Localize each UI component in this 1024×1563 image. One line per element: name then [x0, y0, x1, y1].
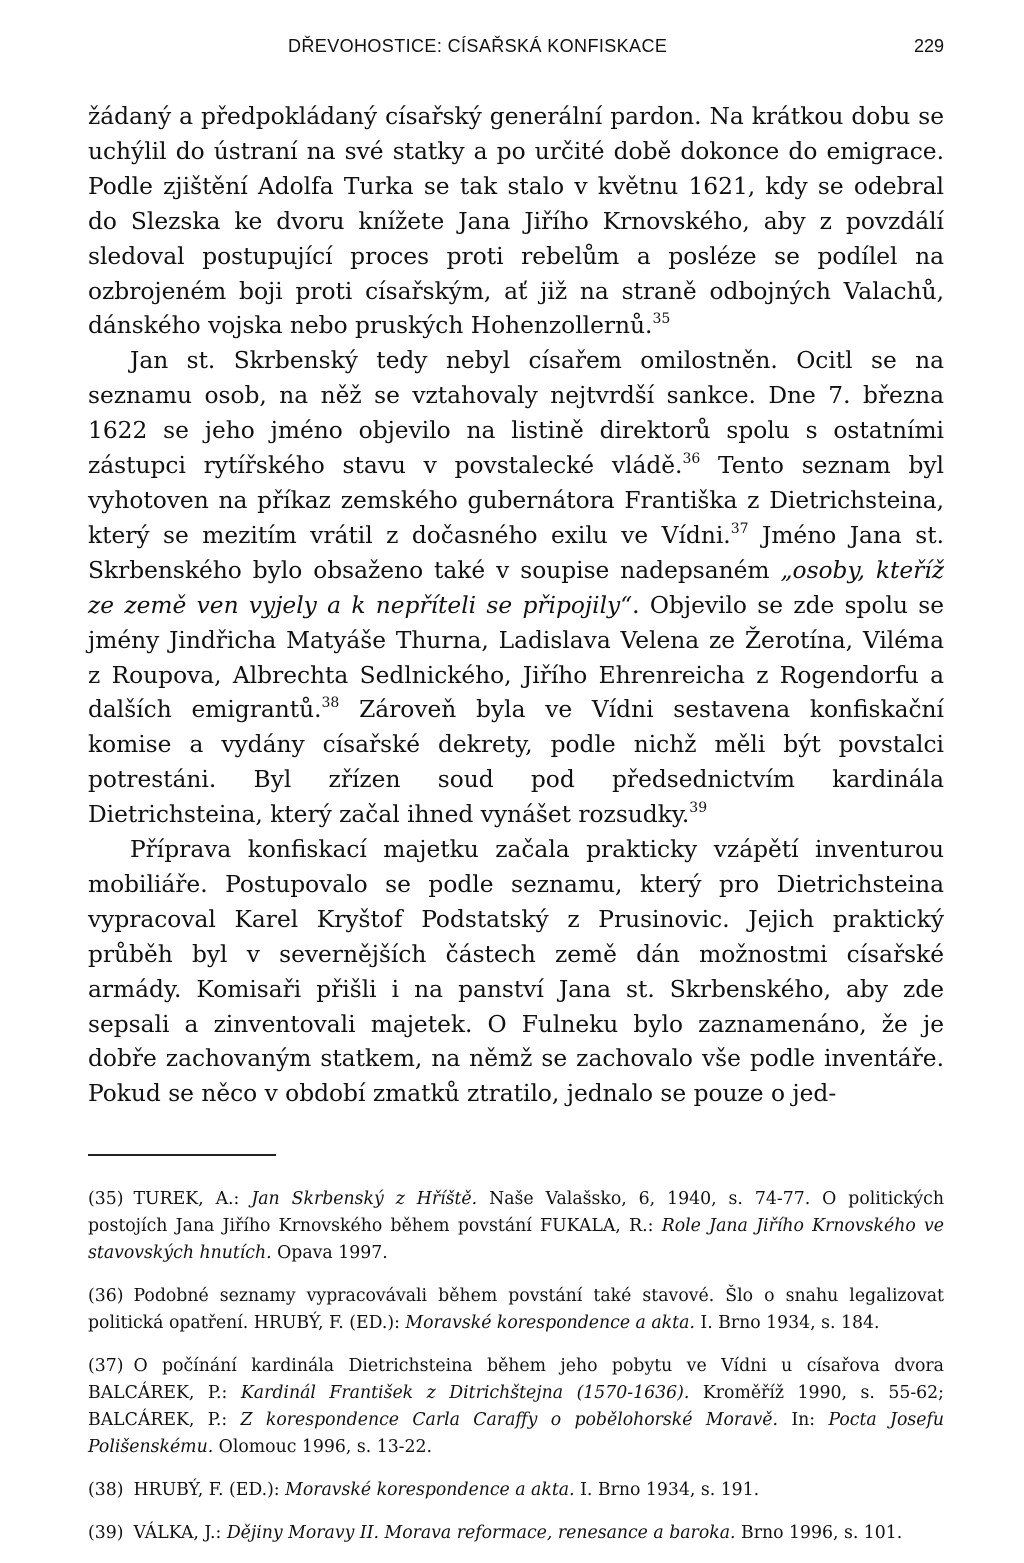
- text-segment: TUREK, A.:: [133, 1189, 252, 1210]
- text-segment: HRUBÝ, F. (ED.):: [133, 1480, 286, 1501]
- italic-text: Dějiny Moravy II. Morava reformace, renesance a baroka.: [226, 1523, 736, 1544]
- italic-text: „osoby, kteříž ze země ven vyjely a k nepříteli se připojily“: [88, 556, 944, 619]
- italic-text: Pocta Josefu Polišenskému.: [88, 1410, 944, 1458]
- paragraph: [88, 833, 944, 1112]
- body-text: [88, 100, 944, 1112]
- text-segment: Zároveň byla ve Vídni sestavena konfiskační komise a vydány císařské dekrety, podle nichž měli být povstalci potrestáni. Byl zřízen soud pod předsednictvím kardinála Dietrichsteina, který začal ihned vynášet rozsudky.: [88, 696, 944, 829]
- text-segment: Jan st. Skrbenský tedy nebyl císařem omilostněn. Ocitl se na seznamu osob, na něž se vztahovaly nejtvrdší sankce. Dne 7. března 1622 se jeho jméno objevilo na listině direktorů spolu s ostatními zástupci rytířského stavu v povstalecké vládě.: [88, 347, 944, 480]
- footnote: [88, 1477, 944, 1504]
- text-segment: Podobné seznamy vypracovávali během povstání také stavové. Šlo o snahu legalizovat politická opatření. HRUBÝ, F. (ED.):: [88, 1286, 944, 1334]
- footnote-number: (36): [88, 1286, 124, 1307]
- text-segment: Jméno Jana st. Skrbenského bylo obsaženo také v soupise nadepsaném: [88, 521, 945, 584]
- italic-text: Z korespondence Carla Caraffy o pobělohorské Moravě.: [240, 1410, 778, 1431]
- footnote: [88, 1186, 944, 1267]
- footnote-reference: 36: [682, 451, 701, 468]
- footnote-text: [88, 1356, 944, 1457]
- italic-text: Kardinál František z Ditrichštejna (1570-1636).: [240, 1383, 690, 1404]
- footnote: [88, 1520, 944, 1547]
- footnote-number: (39): [88, 1523, 124, 1544]
- text-segment: Kroměříž 1990, s. 55-62; BALCÁREK, P.:: [88, 1383, 944, 1431]
- text-segment: I. Brno 1934, s. 191.: [574, 1480, 760, 1501]
- footnotes: [88, 1186, 944, 1547]
- footnote-reference: 35: [652, 311, 671, 328]
- book-page: [88, 30, 944, 1563]
- footnote-text: [133, 1523, 902, 1543]
- footnote-number: (38): [88, 1480, 124, 1501]
- footnote-text: [88, 1286, 944, 1333]
- footnote-reference: 37: [730, 521, 749, 538]
- text-segment: Olomouc 1996, s. 13-22.: [213, 1437, 433, 1458]
- page-number: 229: [913, 36, 944, 56]
- text-segment: Příprava konfiskací majetku začala prakticky vzápětí inventurou mobiliáře. Postupovalo se podle seznamu, který pro Dietrichsteina vypracoval Karel Kryštof Podstatský z Prusinovic. Jejich praktický průběh byl v severnějších částech země dán možnostmi císařské armády. Komisaři přišli i na panství Jana st. Skrbenského, aby zde sepsali a zinventovali majetek. O Fulneku bylo zaznamenáno, že je dobře zachovaným statkem, na němž se zachovalo vše podle inventáře. Pokud se něco v období zmatků ztratilo, jednalo se pouze o jed-: [88, 836, 944, 1108]
- text-segment: Tento seznam byl vyhotoven na příkaz zemského gubernátora Františka z Dietrichsteina, který se mezitím vrátil z dočasného exilu ve Vídni.: [88, 452, 945, 549]
- text-segment: I. Brno 1934, s. 184.: [694, 1313, 880, 1334]
- running-title: DŘEVOHOSTICE: CÍSAŘSKÁ KONFISKACE: [288, 36, 668, 56]
- italic-text: Jan Skrbenský z Hříště.: [251, 1189, 478, 1210]
- footnote-number: (37): [88, 1356, 124, 1377]
- footnote-text: [88, 1189, 944, 1263]
- text-segment: Brno 1996, s. 101.: [735, 1523, 903, 1544]
- text-segment: . Objevilo se zde spolu se jmény Jindřicha Matyáše Thurna, Ladislava Velena ze Žerotína, Viléma z Roupova, Albrechta Sedlnického, Jiřího Ehrenreicha z Rogendorfu a dalších emigrantů.: [88, 591, 945, 724]
- page-header: [88, 30, 944, 70]
- footnote-separator: [88, 1154, 276, 1156]
- paragraph: [88, 344, 944, 833]
- text-segment: O počínání kardinála Dietrichsteina během jeho pobytu ve Vídni u císařova dvora BALCÁREK, P.:: [88, 1356, 944, 1404]
- text-segment: Opava 1997.: [271, 1243, 388, 1264]
- footnote-reference: 38: [321, 695, 340, 712]
- footnote: [88, 1353, 944, 1461]
- footnote-reference: 39: [689, 800, 708, 817]
- text-segment: Naše Valašsko, 6, 1940, s. 74-77. O politických postojích Jana Jiřího Krnovského během povstání FUKALA, R.:: [88, 1189, 944, 1237]
- text-segment: In:: [777, 1410, 829, 1431]
- text-segment: VÁLKA, J.:: [133, 1523, 227, 1544]
- italic-text: Moravské korespondence a akta.: [405, 1313, 695, 1334]
- footnote: [88, 1283, 944, 1337]
- italic-text: Role Jana Jiřího Krnovského ve stavovských hnutích.: [88, 1216, 944, 1264]
- paragraph: [88, 100, 944, 344]
- italic-text: Moravské korespondence a akta.: [285, 1480, 575, 1501]
- footnote-number: (35): [88, 1189, 124, 1210]
- footnote-text: [133, 1480, 759, 1500]
- text-segment: žádaný a předpokládaný císařský generální pardon. Na krátkou dobu se uchýlil do ústraní na své statky a po určité době dokonce do emigrace. Podle zjištění Adolfa Turka se tak stalo v květnu 1621, kdy se odebral do Slezska ke dvoru knížete Jana Jiřího Krnovského, aby z povzdálí sledoval postupující proces proti rebelům a posléze se podílel na ozbrojeném boji proti císařským, ať již na straně odbojných Valachů, dánského vojska nebo pruských Hohenzollernů.: [88, 103, 944, 340]
